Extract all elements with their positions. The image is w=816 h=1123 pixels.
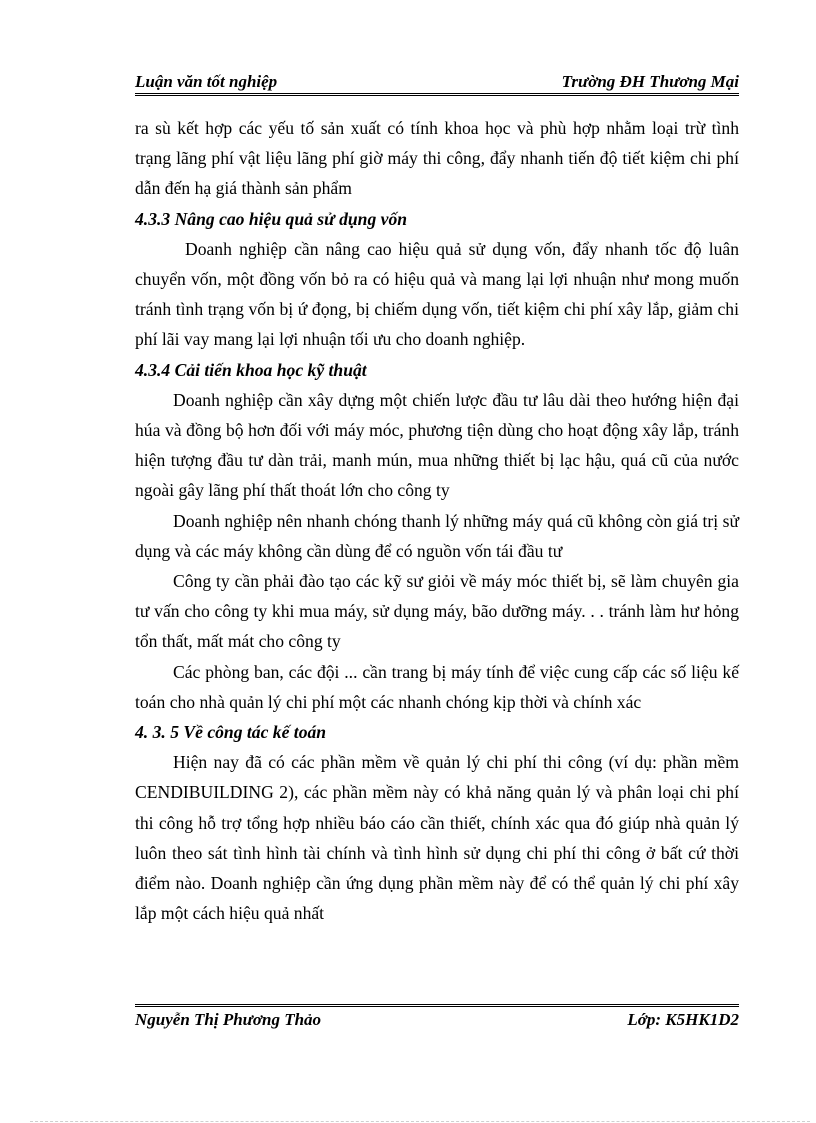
heading-4-3-3: 4.3.3 Nâng cao hiệu quả sử dụng vốn	[135, 208, 408, 229]
footer-author: Nguyễn Thị Phương Thảo	[135, 1010, 322, 1029]
header-university: Trường ĐH Thương Mại	[561, 72, 739, 91]
heading-4-3-5: 4. 3. 5 Về công tác kế toán	[135, 722, 327, 743]
paragraph-liquidation: Doanh nghiệp nên nhanh chóng thanh lý những máy quá cũ không còn giá trị sử dụng và các máy không cần dùng để có nguồn vốn tái đầu tư	[135, 510, 739, 561]
header-divider	[135, 93, 739, 96]
paragraph-computers: Các phòng ban, các đội ... cần trang bị máy tính để việc cung cấp các số liệu kế toán cho nhà quản lý chi phí một các nhanh chóng kịp thời và chính xác	[135, 661, 739, 712]
paragraph-investment-strategy: Doanh nghiệp cần xây dựng một chiến lược đầu tư lâu dài theo hướng hiện đại húa và đồng bộ hơn đối với máy móc, phương tiện dùng cho hoạt động xây lắp, tránh hiện tượng đầu tư dàn trải, manh mún, mua những thiết bị lạc hậu, quá cũ của nước ngoài gây lãng phí thất thoát lớn cho công ty	[135, 389, 739, 501]
heading-4-3-4: 4.3.4 Cải tiến khoa học kỹ thuật	[135, 359, 367, 380]
paragraph-capital-efficiency: Doanh nghiệp cần nâng cao hiệu quả sử dụng vốn, đẩy nhanh tốc độ luân chuyển vốn, một đồng vốn bỏ ra có hiệu quả và mang lại lợi nhuận như mong muốn tránh tình trạng vốn bị ứ đọng, bị chiếm dụng vốn, tiết kiệm chi phí xây lắp, giảm chi phí lãi vay mang lại lợi nhuận tối ưu cho doanh nghiệp.	[135, 238, 739, 350]
paragraph-accounting-software: Hiện nay đã có các phần mềm về quản lý chi phí thi công (ví dụ: phần mềm CENDIBUILDING 2), các phần mềm này có khả năng quản lý và phân loại chi phí thi công hỗ trợ tổng hợp nhiều báo cáo cần thiết, chính xác qua đó giúp nhà quản lý luôn theo sát tình hình tài chính và tình hình sử dụng chi phí thi công ở bất cứ thời điểm nào. Doanh nghiệp cần ứng dụng phần mềm này để có thể quản lý chi phí xây lắp một cách hiệu quả nhất	[135, 752, 739, 924]
page-header	[135, 68, 739, 94]
page-body	[135, 113, 739, 928]
page-footer	[135, 1010, 739, 1032]
footer-divider	[135, 1004, 739, 1007]
header-thesis-title: Luận văn tốt nghiệp	[135, 72, 278, 91]
page-edge-divider	[30, 1121, 810, 1122]
paragraph-training: Công ty cần phải đào tạo các kỹ sư giỏi về máy móc thiết bị, sẽ làm chuyên gia tư vấn cho công ty khi mua máy, sử dụng máy, bão dưỡng máy. . . tránh làm hư hỏng tổn thất, mất mát cho công ty	[135, 571, 739, 652]
paragraph-continuation: ra sù kết hợp các yếu tố sản xuất có tính khoa học và phù hợp nhằm loại trừ tình trạng lãng phí vật liệu lãng phí giờ máy thi công, đẩy nhanh tiến độ tiết kiệm chi phí dẫn đến hạ giá thành sản phẩm	[135, 118, 739, 199]
footer-class: Lớp: K5HK1D2	[627, 1010, 739, 1029]
